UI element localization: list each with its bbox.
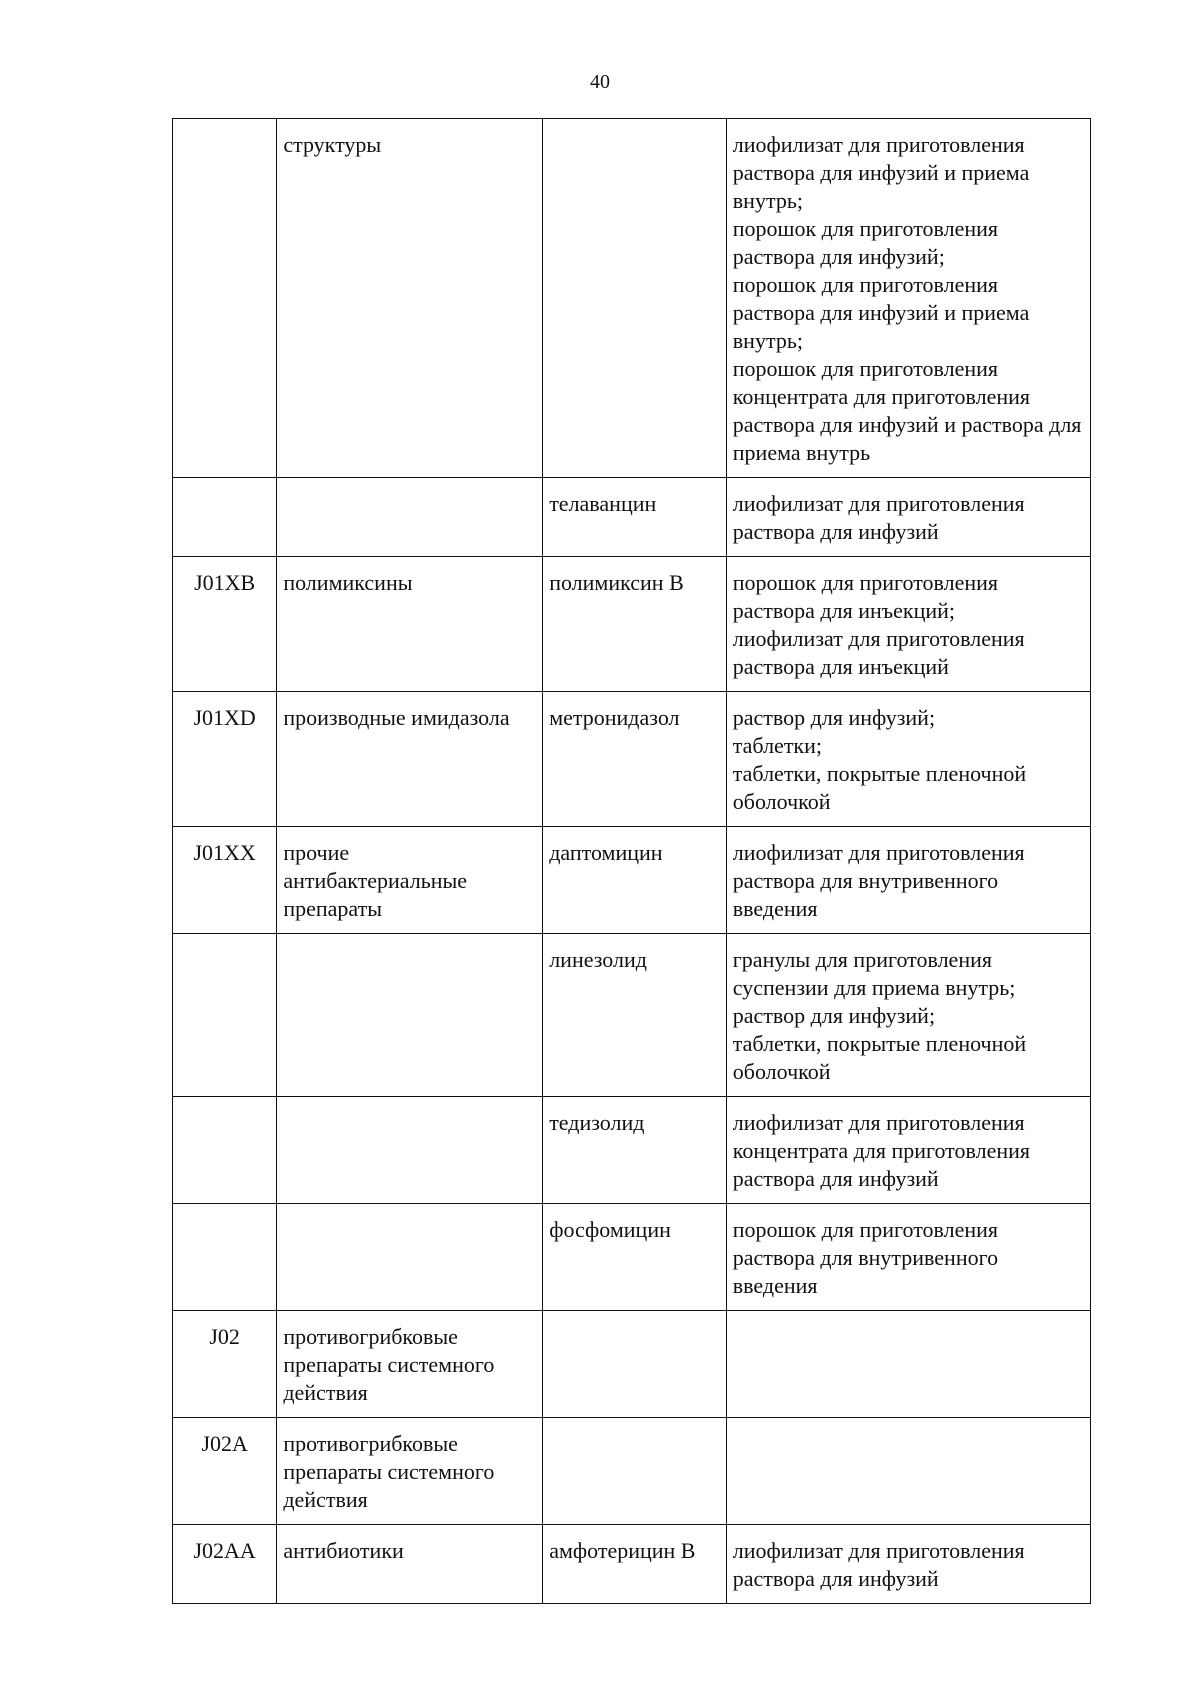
- atc-code-cell: [173, 934, 277, 1097]
- dosage-form-line: раствор для инфузий;: [732, 705, 936, 730]
- atc-code-cell: [173, 119, 277, 478]
- dosage-form-cell: [726, 827, 1090, 934]
- atc-group-cell: производные имидазола: [277, 692, 543, 827]
- dosage-form-line: раствор для инфузий;: [732, 1003, 936, 1028]
- dosage-form-line: лиофилизат для приготовления раствора для инфузий: [732, 1538, 1025, 1591]
- drug-name-cell: тедизолид: [543, 1097, 727, 1204]
- atc-code-cell: [173, 1097, 277, 1204]
- table-row: [173, 1097, 1091, 1204]
- table-row: [173, 478, 1091, 557]
- drug-name-cell: полимиксин B: [543, 557, 727, 692]
- dosage-form-line: гранулы для приготовления суспензии для приема внутрь;: [732, 947, 1016, 1000]
- dosage-form-line: таблетки, покрытые пленочной оболочкой: [732, 1031, 1027, 1084]
- dosage-form-line: порошок для приготовления раствора для внутривенного введения: [732, 1217, 999, 1298]
- atc-code-cell: J02AA: [173, 1525, 277, 1604]
- table-row: [173, 557, 1091, 692]
- drug-name-cell: фосфомицин: [543, 1204, 727, 1311]
- atc-group-cell: антибиотики: [277, 1525, 543, 1604]
- dosage-form-line: порошок для приготовления раствора для инфузий и приема внутрь;: [732, 272, 1030, 353]
- table-row: [173, 934, 1091, 1097]
- dosage-form-line: лиофилизат для приготовления раствора для внутривенного введения: [732, 840, 1025, 921]
- dosage-form-cell: [726, 1311, 1090, 1418]
- atc-code-cell: J01XD: [173, 692, 277, 827]
- dosage-form-cell: [726, 478, 1090, 557]
- atc-group-cell: структуры: [277, 119, 543, 478]
- drug-name-cell: [543, 1311, 727, 1418]
- table-row: [173, 1418, 1091, 1525]
- atc-code-cell: J01XB: [173, 557, 277, 692]
- drug-name-cell: линезолид: [543, 934, 727, 1097]
- dosage-form-cell: [726, 934, 1090, 1097]
- dosage-form-cell: [726, 119, 1090, 478]
- table-row: [173, 827, 1091, 934]
- drug-name-cell: [543, 1418, 727, 1525]
- atc-group-cell: полимиксины: [277, 557, 543, 692]
- atc-code-cell: [173, 1204, 277, 1311]
- atc-group-cell: [277, 1204, 543, 1311]
- atc-group-cell: противогрибковые препараты системного действия: [277, 1311, 543, 1418]
- dosage-form-line: лиофилизат для приготовления раствора для инъекций: [732, 626, 1025, 679]
- atc-code-cell: [173, 478, 277, 557]
- table-row: [173, 692, 1091, 827]
- dosage-form-line: лиофилизат для приготовления раствора для инфузий: [732, 491, 1025, 544]
- atc-group-cell: прочие антибактериальные препараты: [277, 827, 543, 934]
- atc-group-cell: [277, 934, 543, 1097]
- dosage-form-line: лиофилизат для приготовления концентрата для приготовления раствора для инфузий: [732, 1110, 1031, 1191]
- table-row: [173, 1204, 1091, 1311]
- atc-group-cell: [277, 478, 543, 557]
- dosage-form-cell: [726, 692, 1090, 827]
- drug-name-cell: телаванцин: [543, 478, 727, 557]
- table-body: [173, 119, 1091, 1604]
- atc-group-cell: [277, 1097, 543, 1204]
- dosage-form-cell: [726, 1525, 1090, 1604]
- drug-name-cell: амфотерицин B: [543, 1525, 727, 1604]
- dosage-form-line: таблетки, покрытые пленочной оболочкой: [732, 761, 1027, 814]
- atc-code-cell: J02: [173, 1311, 277, 1418]
- dosage-form-line: таблетки;: [732, 733, 823, 758]
- dosage-form-cell: [726, 1418, 1090, 1525]
- dosage-form-line: порошок для приготовления концентрата для приготовления раствора для инфузий и раствора для приема внутрь: [732, 356, 1082, 465]
- atc-group-cell: противогрибковые препараты системного действия: [277, 1418, 543, 1525]
- table-row: [173, 1311, 1091, 1418]
- drug-name-cell: даптомицин: [543, 827, 727, 934]
- drug-table: [172, 118, 1091, 1604]
- page-number: 40: [590, 71, 610, 93]
- dosage-form-cell: [726, 557, 1090, 692]
- dosage-form-line: порошок для приготовления раствора для инъекций;: [732, 570, 999, 623]
- table-row: [173, 119, 1091, 478]
- dosage-form-cell: [726, 1204, 1090, 1311]
- atc-code-cell: J01XX: [173, 827, 277, 934]
- dosage-form-cell: [726, 1097, 1090, 1204]
- atc-code-cell: J02A: [173, 1418, 277, 1525]
- dosage-form-line: лиофилизат для приготовления раствора для инфузий и приема внутрь;: [732, 132, 1030, 213]
- drug-name-cell: метронидазол: [543, 692, 727, 827]
- table-row: [173, 1525, 1091, 1604]
- drug-name-cell: [543, 119, 727, 478]
- dosage-form-line: порошок для приготовления раствора для инфузий;: [732, 216, 999, 269]
